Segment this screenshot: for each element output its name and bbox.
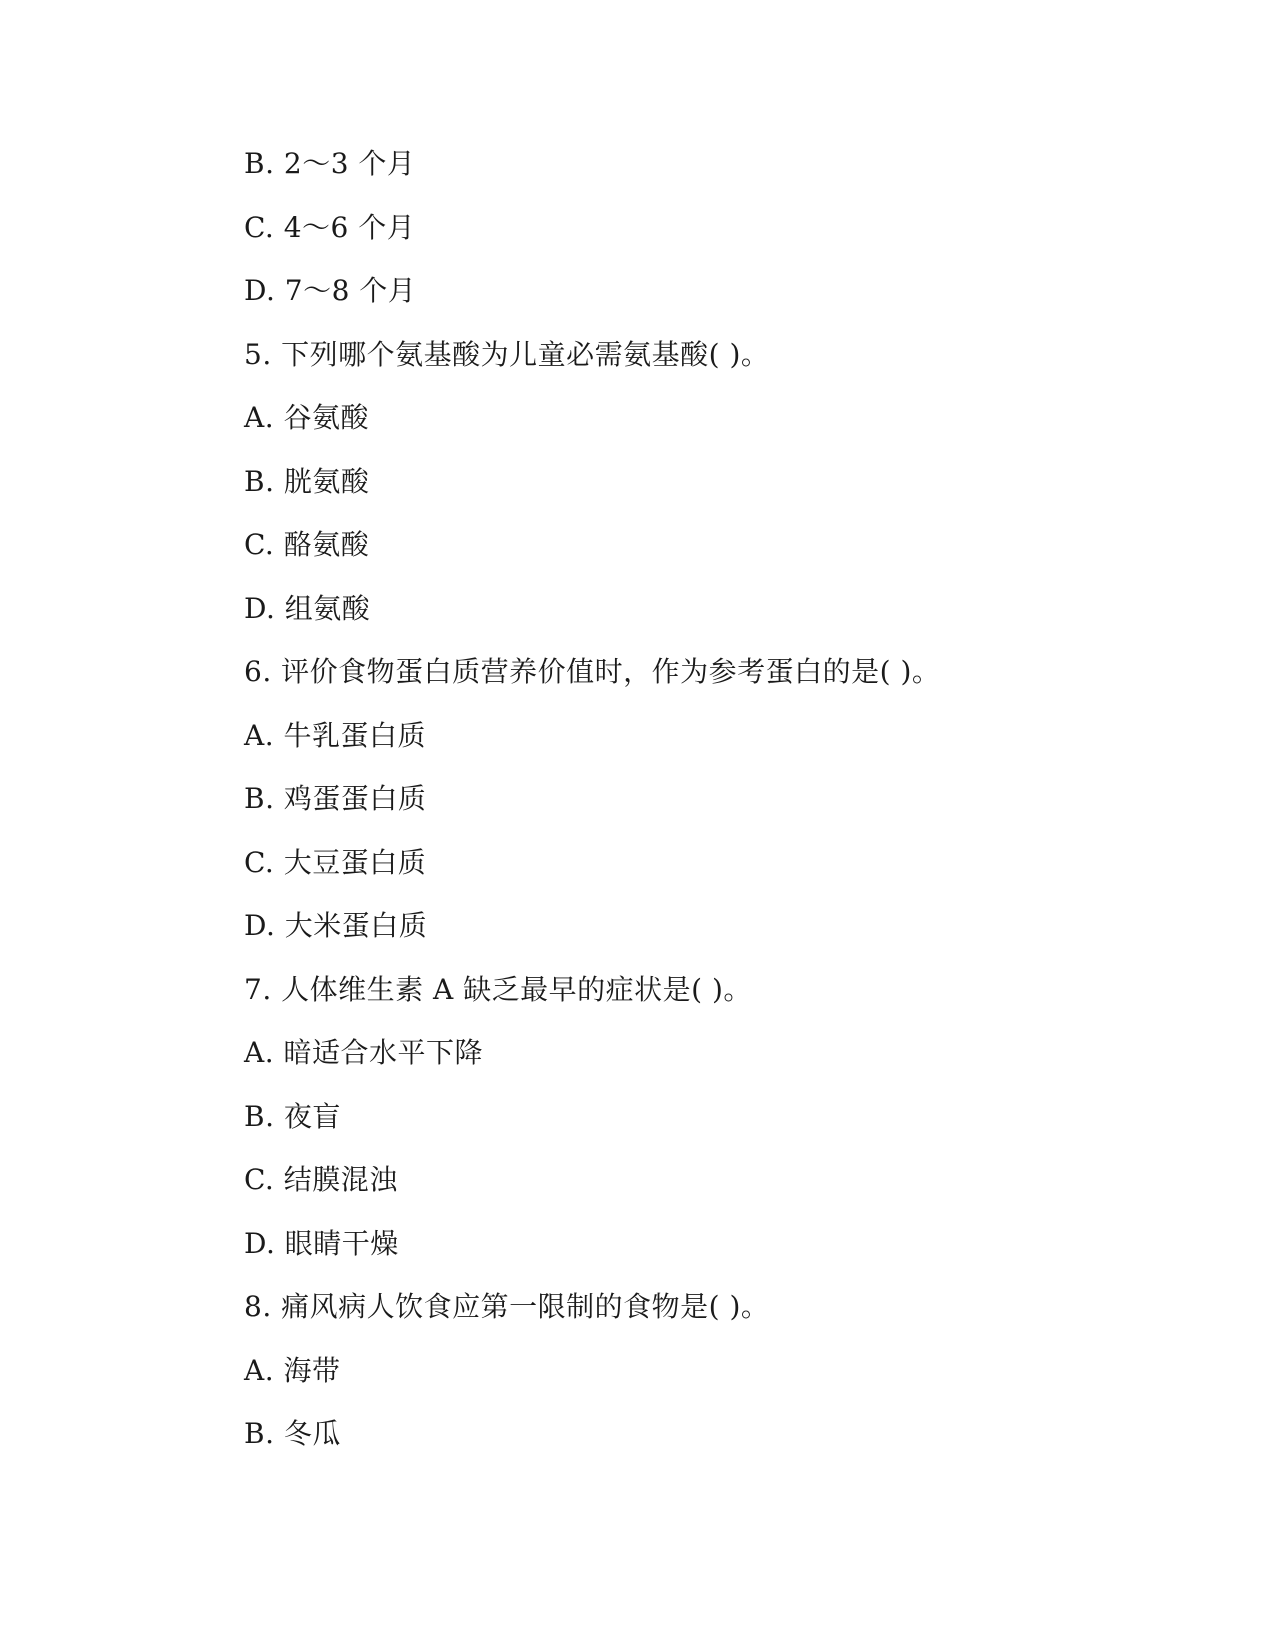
option-c-q7: C. 结膜混浊: [244, 1163, 398, 1196]
option-d-q4: D. 7～8 个月: [244, 274, 417, 307]
option-b-q4: B. 2～3 个月: [244, 147, 416, 180]
question-5: 5. 下列哪个氨基酸为儿童必需氨基酸( )。: [244, 337, 770, 371]
option-a-q6: A. 牛乳蛋白质: [244, 718, 427, 752]
question-7: 7. 人体维生素 A 缺乏最早的症状是( )。: [244, 972, 752, 1006]
question-list: [244, 146, 1144, 1480]
question-8: 8. 痛风病人饮食应第一限制的食物是( )。: [244, 1290, 770, 1323]
option-b-q7: B. 夜盲: [244, 1099, 341, 1133]
option-d-q7: D. 眼睛干燥: [244, 1226, 399, 1260]
option-a-q8: A. 海带: [244, 1353, 341, 1387]
question-6: 6. 评价食物蛋白质营养价值时，作为参考蛋白的是( )。: [244, 655, 941, 688]
option-c-q6: C. 大豆蛋白质: [244, 845, 427, 879]
option-b-q6: B. 鸡蛋蛋白质: [244, 782, 427, 815]
option-d-q6: D. 大米蛋白质: [244, 909, 428, 942]
option-d-q5: D. 组氨酸: [244, 591, 371, 625]
option-b-q5: B. 胱氨酸: [244, 464, 370, 498]
option-c-q5: C. 酪氨酸: [244, 528, 370, 561]
option-c-q4: C. 4～6 个月: [244, 210, 416, 244]
option-b-q8: B. 冬瓜: [244, 1417, 341, 1450]
option-a-q5: A. 谷氨酸: [244, 401, 370, 434]
option-a-q7: A. 暗适合水平下降: [244, 1036, 484, 1069]
